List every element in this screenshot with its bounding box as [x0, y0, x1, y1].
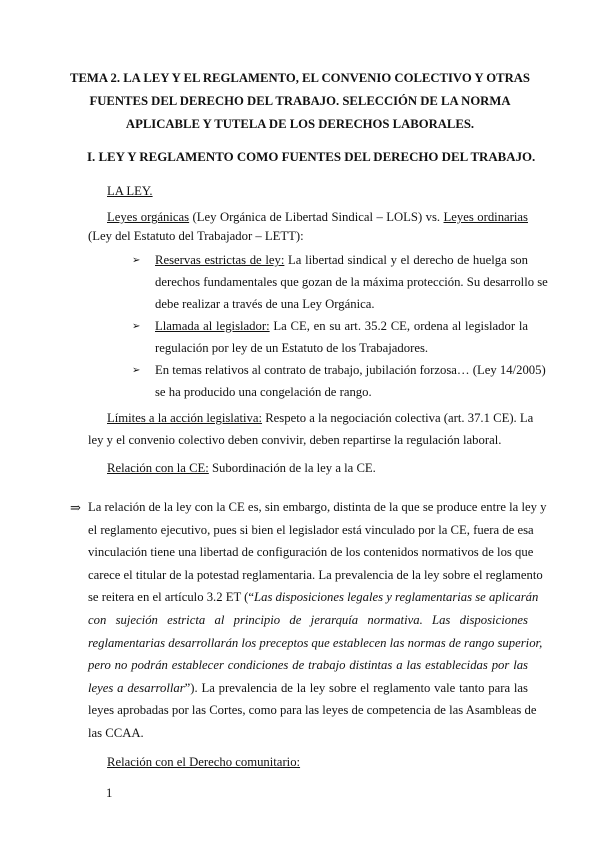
arrowhead-bullet-icon: ➢	[132, 255, 141, 266]
paragraph-text: ”). La prevalencia de la ley sobre el reglamento vale tanto para las	[184, 680, 528, 695]
leyes-paragraph-line-2: (Ley del Estatuto del Trabajador – LETT):	[88, 229, 304, 243]
bullet-text: regulación por ley de un Estatuto de los Trabajadores.	[155, 341, 429, 355]
paragraph-line: La relación de la ley con la CE es, sin embargo, distinta de la que se produce entre la ley y	[88, 500, 547, 514]
bullet-list	[132, 250, 548, 404]
bullet-item	[132, 316, 528, 360]
paragraph-line	[88, 678, 528, 701]
bullet-text: La CE, en su art. 35.2 CE, ordena al legislador la	[269, 319, 528, 333]
quote-text: Las disposiciones legales y reglamentarias se aplicarán	[254, 590, 539, 605]
section-heading: I. LEY Y REGLAMENTO COMO FUENTES DEL DERECHO DEL TRABAJO.	[87, 150, 536, 164]
quote-line: pero no podrán establecer condiciones de trabajo distintas a las establecidas por las	[88, 658, 528, 673]
main-paragraph	[88, 497, 547, 746]
paragraph-text: se reitera en el artículo 3.2 ET (“	[88, 590, 255, 605]
bullet-item	[132, 360, 546, 404]
limites-line-2: ley y el convenio colectivo deben convivir, deben repartirse la regulación laboral.	[88, 433, 502, 447]
arrowhead-bullet-icon: ➢	[132, 365, 141, 376]
bullet-text: La libertad sindical y el derecho de huelga son	[284, 253, 528, 267]
double-arrow-icon: ⇒	[70, 500, 81, 515]
leyes-paragraph-line-1	[107, 207, 528, 227]
bullet-text: se ha producido una congelación de rango.	[155, 385, 372, 399]
relacion-ce-label: Relación con la CE:	[107, 461, 209, 475]
paragraph-line	[88, 587, 539, 610]
paragraph-line: las CCAA.	[88, 725, 144, 740]
page-number: 1	[106, 786, 113, 800]
limites-text: Respeto a la negociación colectiva (art. 37.1 CE). La	[262, 411, 534, 425]
title-line-1: TEMA 2. LA LEY Y EL REGLAMENTO, EL CONVENIO COLECTIVO Y OTRAS	[70, 71, 530, 85]
document-title	[70, 67, 530, 136]
bullet-text: derechos fundamentales que gozan de la máxima protección. Su desarrollo se	[155, 275, 548, 289]
bullet-text: debe realizar a través de una Ley Orgánica.	[155, 297, 375, 311]
relacion-ce-text: Subordinación de la ley a la CE.	[208, 461, 376, 475]
bullet-label: Llamada al legislador:	[155, 319, 270, 333]
paragraph-line: vinculación tiene una libertad de configuración de los contenidos normativos de los que	[88, 545, 534, 560]
arrowhead-bullet-icon: ➢	[132, 321, 141, 332]
leyes-organicas-label: Leyes orgánicas	[107, 210, 190, 224]
paragraph-line: el reglamento ejecutivo, pues si bien el legislador está vinculado por la CE, fuera de esa	[88, 522, 534, 537]
relacion-comunitario-heading: Relación con el Derecho comunitario:	[107, 755, 301, 769]
paragraph-line: leyes aprobadas por las Cortes, como para las leyes de competencia de las Asambleas de	[88, 703, 537, 718]
title-line-2: FUENTES DEL DERECHO DEL TRABAJO. SELECCIÓN DE LA NORMA	[89, 94, 511, 108]
la-ley-heading: LA LEY.	[107, 184, 153, 198]
bullet-label: Reservas estrictas de ley:	[155, 253, 285, 267]
quote-line: reglamentarias desarrollarán los preceptos que establecen las normas de rango superior,	[88, 635, 543, 650]
leyes-ordinarias-label: Leyes ordinarias	[443, 210, 528, 224]
bullet-item	[132, 250, 548, 316]
quote-line: con sujeción estricta al principio de jerarquía normativa. Las disposiciones	[88, 612, 528, 627]
limites-line-1	[107, 408, 534, 428]
bullet-text: En temas relativos al contrato de trabajo, jubilación forzosa… (Ley 14/2005)	[155, 363, 546, 377]
leyes-middle-text: (Ley Orgánica de Libertad Sindical – LOLS) vs.	[189, 210, 444, 224]
paragraph-line: carece el titular de la potestad reglamentaria. La prevalencia de la ley sobre el reglamento	[88, 567, 543, 582]
title-line-3: APLICABLE Y TUTELA DE LOS DERECHOS LABORALES.	[125, 117, 475, 131]
relacion-ce	[107, 458, 376, 478]
quote-text: leyes a desarrollar	[88, 680, 185, 695]
limites-label: Límites a la acción legislativa:	[107, 411, 263, 425]
